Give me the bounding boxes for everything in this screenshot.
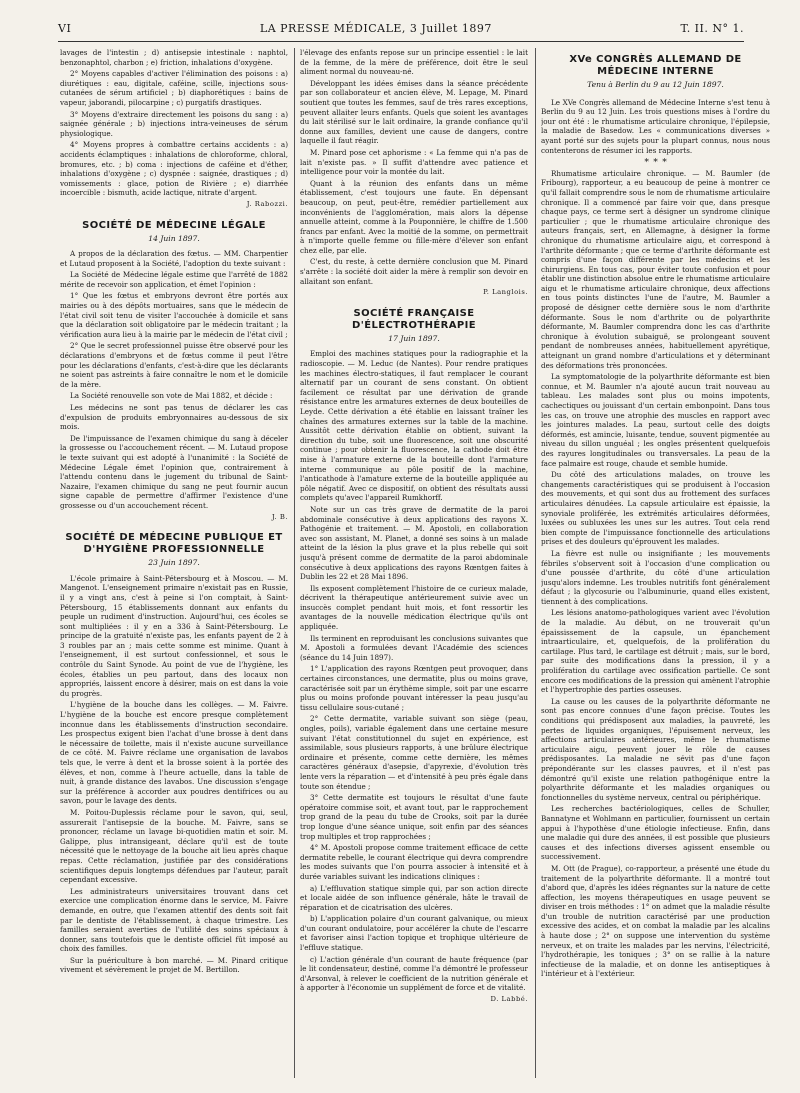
paragraph: Les administrateurs universitaires trouvant dans cet exercice une complication énorme dans le service, M. Faivre demande, en outre, que l'examen attentif des dents soit fait par le dentiste de l'établissement, à chaque trimestre. Les familles seraient averties de l'utilité des soins spéciaux à donner, sans toutefois que le dentiste officiel fût imposé au choix des familles. (60, 886, 288, 954)
paragraph: M. Poitou-Duplessis réclame pour le savon, qui, seul, assurerait l'antisepsie de la bouche. M. Faivre, sans se prononcer, réclame un lavage bi-quotidien matin et soir. M. Galippe, plus intransigeant, déclare qu'il est de toute nécessité que le nettoyage de la bouche ait lieu après chaque repas. Cette réclamation, justifiée par des considérations scientifiques depuis longtemps défendues par l'auteur, paraît cependant excessive. (60, 807, 288, 885)
paragraph: C'est, du reste, à cette dernière conclusion que M. Pinard s'arrête : la société doit aider la mère à remplir son devoir en allaitant son enfant. (300, 257, 528, 286)
paragraph: La fièvre est nulle ou insignifiante ; les mouvements fébriles s'observent soit à l'occasion d'une complication ou d'une poussée d'arthrite, du côté d'une articulation jusqu'alors indemne. Les troubles nutritifs font généralement défaut ; la glycosurie ou l'albuminurie, quand elles existent, tiennent à des complications. (541, 548, 770, 606)
section-title: XVe CONGRÈS ALLEMAND DE MÉDECINE INTERNE (569, 54, 742, 77)
paragraph: Du côté des articulations malades, on trouve les changements caractéristiques qui se produisent à l'occasion des mouvements, et qui sont dus au frottement des surfaces articulaires dénudées. La capsule articulaire est épaissie, la synoviale proliférée, les extrémités articulaires déformées, luxées ou subluxées les unes sur les autres. Tout cela rend bien compte de l'impuissance fonctionnelle des articulations prises et des douleurs qu'éprouvent les malades. (541, 470, 770, 547)
paragraph: Rhumatisme articulaire chronique. — M. Baumler (de Fribourg), rapporteur, a eu beaucoup de peine à montrer ce qu'il fallait comprendre sous le nom de rhumatisme articulaire chronique. Il a commencé par faire voir que, dans presque chaque pays, ce terme sert à désigner un syndrome clinique particulier ; que le rhumatisme articulaire chronique des auteurs français, sert, en Allemagne, à désigner la forme chronique du rhumatisme articulaire aigu, et correspond à l'arthrite déformante ; que ce terme d'arthrite déformante est compris d'une façon différente par les médecins et les chirurgiens. En tous cas, pour éviter toute confusion et pour établir une distinction absolue entre le rhumatisme articulaire aigu et le rhumatisme articulaire chronique, deux affections en tous points distinctes l'une de l'autre, M. Baumler a proposé de désigner cette dernière sous le nom d'arthrite déformante. Sous le nom d'arthrite ou de polyarthrite déformante, M. Baumler comprendra donc les cas d'arthrite chronique à évolution subaiguë, se prolongeant souvent pendant de nombreuses années, habituellement apyrétique, atteignant un grand nombre d'articulations et y déterminant des déformations très prononcées. (541, 168, 770, 370)
column-divider (294, 48, 295, 1078)
paragraph: 4° M. Apostoli propose comme traitement efficace de cette dermatite rebelle, le courant électrique qui devra comprendre les modes suivants que l'on pourra associer à intensité et à durée variables suivant les indications cliniques : (300, 843, 528, 881)
paragraph: b) L'application polaire d'un courant galvanique, ou mieux d'un courant ondulatoire, pour accélérer la chute de l'escarre et favoriser ainsi l'action topique et trophique ultérieure de l'effluve statique. (300, 914, 528, 953)
paragraph: 4° Moyens propres à combattre certains accidents : a) accidents éclamptiques : inhalations de chloroforme, chloral, bromures, etc. ; b) coma : injections de caféine et d'éther, inhalations d'oxygène ; c) dyspnée : saignée, drastiques ; d) vomissements : glace, potion de Rivière ; e) diarrhée incoercible : bismuth, acide lactique, nitrate d'argent. (60, 140, 288, 198)
paragraph: 2° Que le secret professionnel puisse être observé pour les déclarations d'embryons et de fœtus comme il peut l'être pour les déclarations d'enfants, c'est-à-dire que les déclarants ne soient pas astreints à faire connaître le nom et le domicile de la mère. (60, 341, 288, 389)
paragraph: Les médecins ne sont pas tenus de déclarer les cas d'expulsion de produits embryonnaires au-dessous de six mois. (60, 403, 288, 432)
paragraph: Ils terminent en reproduisant les conclusions suivantes que M. Apostoli a formulées devant l'Académie des sciences (séance du 14 Juin 1897). (300, 633, 528, 662)
paragraph: Le XVe Congrès allemand de Médecine Interne s'est tenu à Berlin du 9 au 12 Juin. Les trois questions mises à l'ordre du jour ont été : le rhumatisme articulaire chronique, l'épilepsie, la maladie de Basedow. Les « communications diverses » ayant porté sur des sujets pour la plupart connus, nous nous contenterons de résumer ici les rapports. (541, 97, 770, 155)
page-header (58, 22, 744, 40)
section-subtitle: Tenu à Berlin du 9 au 12 Juin 1897. (587, 80, 724, 89)
paragraph: Emploi des machines statiques pour la radiographie et la radioscopie. — M. Leduc (de Nantes). Pour rendre pratiques les machines électro-statiques, il faut remplacer le courant alternatif par un courant de sens constant. On obtient facilement ce résultat par une dérivation de grande résistance entre les armatures externes de deux bouteilles de Leyde. Cette dérivation a été établie en laissant traîner les chaînes des armatures externes sur la table de la machine. Aussitôt cette dérivation établie on obtient, suivant la direction du tube, soit une fluorescence, soit une obscurité continue ; pour obtenir la fluorescence, la cathode doit être mise à l'armature externe de la bouteille dont l'armature interne communique au pôle positif de la machine, l'anticathode à l'amature externe de la bouteille appliquée au pôle négatif. Avec ce dispositif, on obtient des résultats aussi complets qu'avec l'appareil Rumkhorff. (300, 349, 528, 503)
journal-title: LA PRESSE MÉDICALE, 3 Juillet 1897 (259, 22, 492, 35)
paragraph: c) L'action générale d'un courant de haute fréquence (par le lit condensateur, destiné, comme l'a démontré le professeur d'Arsonval, à relever le coefficient de la nutrition générale et à apporter à l'économie un supplément de force et de vitalité. (300, 954, 528, 993)
paragraph: 3° Moyens d'extraire directement les poisons du sang : a) saignée générale ; b) injections intra-veineuses de sérum physiologique. (60, 109, 288, 138)
section-title: SOCIÉTÉ DE MÉDECINE LÉGALE (82, 219, 266, 231)
column-middle (300, 48, 528, 1078)
signature: J. Rabozzi. (246, 199, 288, 208)
paragraph: 1° Que les fœtus et embryons devront être portés aux mairies ou à des dépôts mortuaires, sans que le médecin de l'état civil soit tenu de visiter l'accouchée à domicile et sans que la déclaration soit obligatoire par le médecin traitant ; la vérification aura lieu à la mairie par le médecin de l'état civil ; (60, 291, 288, 339)
paragraph: La symptomatologie de la polyarthrite déformante est bien connue, et M. Baumler n'a ajouté aucun trait nouveau au tableau. Les malades sont plus ou moins impotents, cachectiques ou jouissant d'un certain embonpoint. Dans tous les cas, on trouve une atrophie des muscles en rapport avec les jointures malades. La peau, surtout celle des doigts déformés, est amincie, luisante, tendue, souvent pigmentée au niveau du sillon unguéal ; les ongles présentent quelquefois des rayures longitudinales ou transversales. La peau de la face palmaire est rouge, chaude et semble humide. (541, 372, 770, 468)
paragraph: Quant à la réunion des enfants dans un même établissement, c'est toujours une faute. En dépensant beaucoup, on peut, peut-être, remédier partiellement aux inconvénients de l'agglomération, mais alors la dépense annuelle atteint, comme à la Pouponnière, le chiffre de 1.500 francs par enfant. Avec la moitié de la somme, on permettrait à n'importe quelle femme ou fille-mère d'élever son enfant chez elle, par elle. (300, 178, 528, 255)
paragraph: Note sur un cas très grave de dermatite de la paroi abdominale consécutive à deux applications des rayons X. Pathogénie et traitement. — M. Apostoli, en collaboration avec son assistant, M. Planet, a donné ses soins à un malade atteint de la lésion la plus grave et la plus rebelle qui soit jusqu'à présent comme de dermatite de la paroi abdominale consécutive à deux applications des rayons Rœntgen faites à Dublin les 22 et 28 Mai 1896. (300, 504, 528, 582)
paragraph: L'école primaire à Saint-Pétersbourg et à Moscou. — M. Mangenot. L'enseignement primaire n'existait pas en Russie, il y a vingt ans, c'est à peine si l'on comptait, à Saint-Pétersbourg, 15 établissements donnant aux enfants du peuple un rudiment d'instruction. Aujourd'hui, ces écoles se sont multipliées : il y en a 336 à Saint-Pétersbourg. Le principe de la gratuité n'existe pas, les enfants payent de 2 à 3 roubles par an ; mais cette somme est minime. Quant à l'enseignement, il est surtout confessionnel, et sous le contrôle du Saint Synode. Au point de vue de l'hygiène, les écoles, établies un peu partout, dans des locaux non appropriés, laissent encore à désirer, mais on est dans la voie du progrès. (60, 573, 288, 698)
paragraph: Sur la puériculture à bon marché. — M. Pinard critique vivement et sévèrement le projet de M. Bertillon. (60, 955, 288, 975)
paragraph: a) L'effluvation statique simple qui, par son action directe et locale aidée de son influence générale, hâte le travail de réparation et de cicatrisation des ulcères. (300, 883, 528, 912)
column-left (60, 48, 288, 1078)
paragraph: Développant les idées émises dans la séance précédente par son collaborateur et ancien élève, M. Lepage, M. Pinard soutient que toutes les femmes, sauf de très rares exceptions, peuvent allaiter leurs enfants. Quels que soient les avantages du lait stérilisé sur le lait ordinaire, la grande confiance qu'il donne aux familles, devient une cause de dangers, contre laquelle il faut réagir. (300, 78, 528, 146)
volume-number: T. II. N° 1. (680, 22, 744, 35)
paragraph: Les recherches bactériologiques, celles de Schuller, Bannatyne et Wohlmann en particulier, fournissent un certain appui à l'hypothèse d'une étiologie infectieuse. Enfin, dans une maladie qui dure des années, il est possible que plusieurs causes et des infections diverses agissent ensemble ou successivement. (541, 804, 770, 862)
column-right (541, 48, 770, 1078)
signature: D. Labbé. (490, 995, 528, 1004)
paragraph: La cause ou les causes de la polyarthrite déformante ne sont pas encore connues d'une façon précise. Toutes les conditions qui prédisposent aux maladies, la pauvreté, les pertes de liquides organiques, l'épuisement nerveux, les affections articulaires antérieures, même le rhumatisme articulaire aigu, peuvent jouer le rôle de causes prédisposantes. La maladie ne sévit pas d'une façon prépondérante sur les classes pauvres, et il n'est pas démontré qu'il existe une relation pathogénique entre la polyarthrite déformante et les maladies organiques ou fonctionnelles du système nerveux, central ou périphérique. (541, 696, 770, 802)
paragraph: 1° L'application des rayons Rœntgen peut provoquer, dans certaines circonstances, une dermatite, plus ou moins grave, caractérisée soit par un érythème simple, soit par une escarre plus ou moins profonde pouvant intéresser la peau jusqu'au tissu cellulaire sous-cutané ; (300, 664, 528, 712)
signature: P. Langlois. (483, 288, 528, 297)
paragraph: De l'impuissance de l'examen chimique du sang à déceler la grossesse ou l'accouchement récent. — M. Lutaud propose le texte suivant qui est adopté à l'unanimité : la Société de Médecine Légale émet l'opinion que, contrairement à l'attendu contenu dans le jugement du tribunal de Saint-Nazaire, l'examen chimique du sang ne peut fournir aucun signe capable de permettre d'affirmer l'existence d'une grossesse ou d'un accouchement récent. (60, 433, 288, 510)
paragraph: lavages de l'intestin ; d) antisepsie intestinale : naphtol, benzonaphtol, charbon ; e) friction, inhalations d'oxygène. (60, 48, 288, 67)
header-rule (58, 41, 744, 42)
section-title: SOCIÉTÉ DE MÉDECINE PUBLIQUE ET D'HYGIÈNE PROFESSIONNELLE (65, 532, 283, 556)
signature: J. B. (271, 512, 288, 521)
paragraph: Les lésions anatomo-pathologiques varient avec l'évolution de la maladie. Au début, on ne trouverait qu'un épaississement de la capsule, un épanchement intraarticulaire, et, quelquefois, de la prolifération du cartilage. Plus tard, le cartilage est détruit ; mais, sur le bord, par suite des modifications dans la pression, il y a prolifération du cartilage avec ossification partielle. Ce sont encore ces modifications de la pression qui amènent l'atrophie et l'hypertrophie des parties osseuses. (541, 608, 770, 695)
paragraph: 2° Cette dermatite, variable suivant son siège (peau, ongles, poils), variable également dans une certaine mesure suivant l'état constitutionnel du sujet en expérience, est assimilable, sous plusieurs rapports, à une brûlure électrique ordinaire et présente, comme cette dernière, les mêmes caractères généraux d'asepsie, d'apyrexie, d'évolution très lente vers la réparation — et d'intensité à peu près égale dans toute son étendue ; (300, 714, 528, 791)
paragraph: La Société renouvelle son vote de Mai 1882, et décide : (70, 391, 273, 401)
page-number: VI (58, 22, 72, 35)
paragraph: A propos de la déclaration des fœtus. — MM. Charpentier et Lutaud proposent à la Société, l'adoption du texte suivant : (60, 249, 288, 268)
paragraph: M. Pinard pose cet aphorisme : « La femme qui n'a pas de lait n'existe pas. » Il suffit d'attendre avec patience et intelligence pour voir la montée du lait. (300, 147, 528, 177)
paragraph: La Société de Médecine légale estime que l'arrêté de 1882 mérite de recevoir son application, et émet l'opinion : (60, 270, 288, 289)
paragraph: M. Ott (de Prague), co-rapporteur, a présenté une étude du traitement de la polyarthrite déformante. Il a montré tout d'abord que, d'après les idées régnantes sur la nature de cette affection, les moyens thérapeutiques en usage peuvent se diviser en trois méthodes : 1° on admet que la maladie résulte d'un trouble de nutrition caractérisé par une production excessive des acides, et on combat la maladie par les alcalins à haute dose ; 2° on suppose une intervention du système nerveux, et on traite les malades par les nervins, l'électricité, l'hydrothérapie, les toniques ; 3° on se rallie à la nature infectieuse de la maladie, et on donne les antiseptiques à l'intérieur et à l'extérieur. (541, 863, 770, 979)
paragraph: 3° Cette dermatite est toujours le résultat d'une faute opératoire commise soit, et avant tout, par le rapprochement trop grand de la peau du tube de Crooks, soit par la durée trop longue d'une séance unique, soit enfin par des séances trop multiples et trop rapprochées ; (300, 793, 528, 841)
paragraph: Ils exposent complètement l'histoire de ce curieux malade, décrivent la thérapeutique antérieurement suivie avec un insuccès complet pendant huit mois, et font ressortir les avantages de la nouvelle médication électrique qu'ils ont appliquée. (300, 583, 528, 632)
paragraph: 2° Moyens capables d'activer l'élimination des poisons : a) diurétiques : eau, digitale, caféine, scille, injections sous-cutanées de sérum artificiel ; b) diaphorétiques : bains de vapeur, jaborandi, pilocarpine ; c) purgatifs drastiques. (60, 69, 288, 107)
section-date: 14 Juin 1897. (148, 233, 200, 243)
paragraph: l'élevage des enfants repose sur un principe essentiel : le lait de la femme, de la mère de préférence, doit être le seul aliment normal du nouveau-né. (300, 48, 528, 77)
section-separator: ∗ ∗ ∗ (643, 156, 668, 167)
section-date: 17 Juin 1897. (388, 333, 440, 343)
section-title: SOCIÉTÉ FRANÇAISE D'ÉLECTROTHÉRAPIE (352, 307, 476, 331)
section-date: 23 Juin 1897. (148, 558, 200, 568)
paragraph: L'hygiène de la bouche dans les collèges. — M. Faivre. L'hygiène de la bouche est encore presque complètement inconnue dans les établissements d'instruction secondaire. Les prospectus exigent bien l'achat d'une brosse à dent dans le nécessaire de toilette, mais il n'existe aucune surveillance de ce côté. M. Faivre réclame une organisation de lavabos tels que, le verre à dent et la brosse soient à la portée des élèves, et non, comme à l'heure actuelle, dans la table de nuit, à grande distance des lavabos. Une discussion s'engage sur la préférence à accorder aux poudres dentifrices ou au savon, pour le lavage des dents. (60, 700, 288, 806)
column-divider (535, 48, 536, 1078)
